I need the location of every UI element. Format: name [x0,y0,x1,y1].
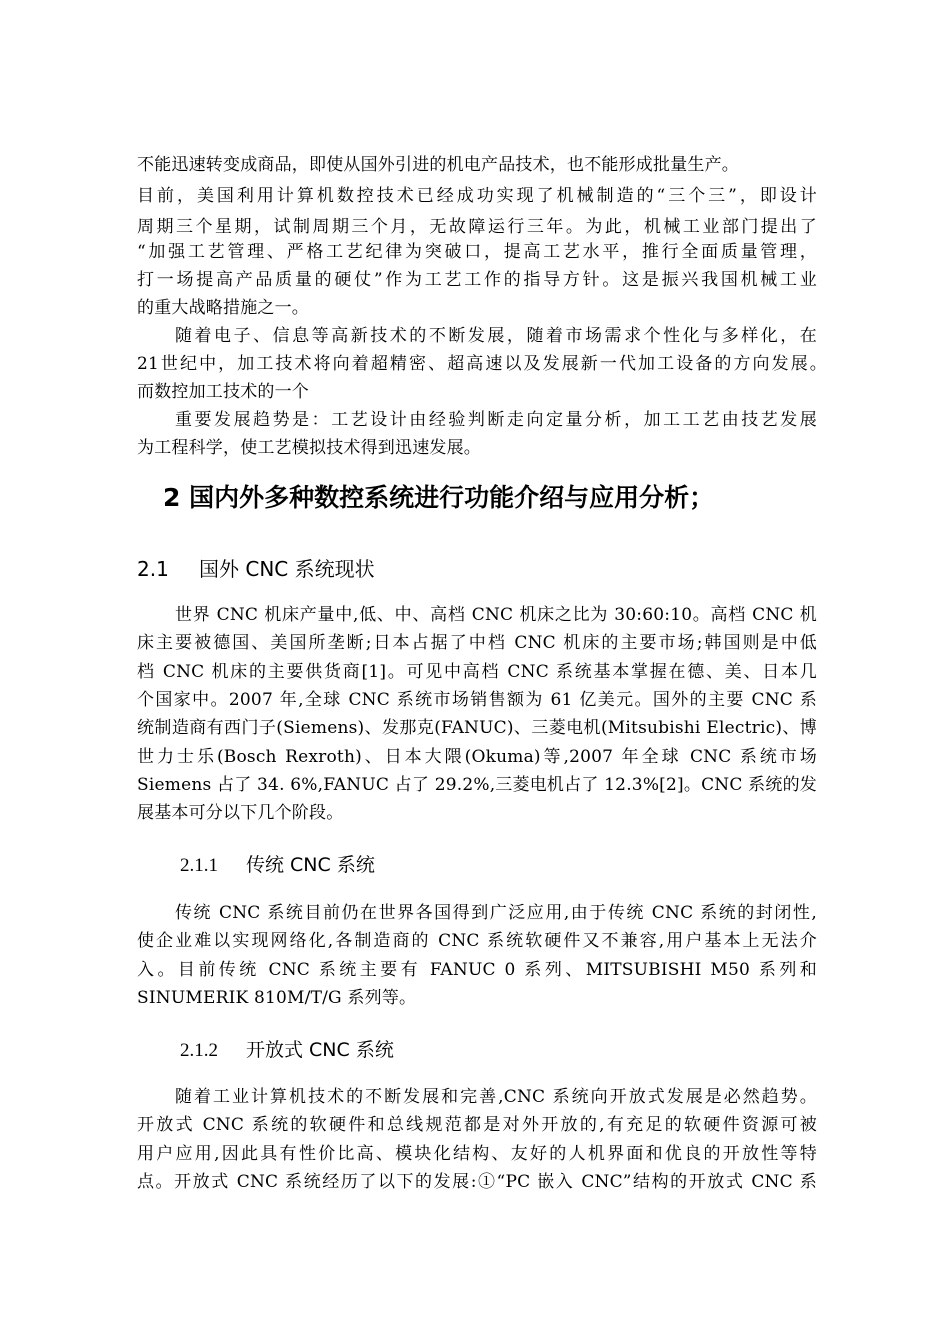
text-line: 入。目前传统 CNC 系统主要有 FANUC 0 系列、MITSUBISHI M50 系列和 [137,960,817,980]
text-line: 传统 CNC 系统目前仍在世界各国得到广泛应用,由于传统 CNC 系统的封闭性, [175,903,817,923]
text-line: 开放式 CNC 系统的软硬件和总线规范都是对外开放的,有充足的软硬件资源可被 [137,1115,817,1135]
section-heading: 2 国内外多种数控系统进行功能介绍与应用分析； [163,483,715,512]
text-line: 不能迅速转变成商品，即使从国外引进的机电产品技术，也不能形成批量生产。 [137,155,739,175]
text-line: 用户应用,因此具有性价比高、模块化结构、友好的人机界面和优良的开放性等特 [137,1144,817,1164]
subsection-heading [137,554,375,584]
text-line: SINUMERIK 810M/T/G 系列等。 [137,988,417,1008]
text-line: 档 CNC 机床的主要供货商[1]。可见中高档 CNC 系统基本掌握在德、美、日本几 [137,662,817,682]
subsubsection-number: 2.1.2 [180,1040,218,1061]
subsubsection-heading [180,1035,394,1066]
subsubsection-number: 2.1.1 [180,855,218,876]
text-line: 统制造商有西门子(Siemens)、发那克(FANUC)、三菱电机(Mitsubishi Electric)、博 [137,718,817,738]
text-line: 随着工业计算机技术的不断发展和完善,CNC 系统向开放式发展是必然趋势。 [175,1087,817,1107]
text-line: 为工程科学，使工艺模拟技术得到迅速发展。 [137,438,481,458]
text-line: 打一场提高产品质量的硬仗”作为工艺工作的指导方针。这是振兴我国机械工业 [137,270,817,290]
text-line: 重要发展趋势是：工艺设计由经验判断走向定量分析，加工工艺由技艺发展 [175,410,817,430]
text-line: 展基本可分以下几个阶段。 [137,803,344,823]
subsection-number: 2.1 [137,557,169,581]
subsubsection-heading [180,850,375,881]
text-line: 周期三个星期，试制周期三个月，无故障运行三年。为此，机械工业部门提出了 [137,217,817,237]
text-line: Siemens 占了 34. 6%,FANUC 占了 29.2%,三菱电机占了 12.3%[2]。CNC 系统的发 [137,775,817,795]
text-line: 随着电子、信息等高新技术的不断发展，随着市场需求个性化与多样化，在 [175,326,817,346]
subsubsection-title: 传统 CNC 系统 [246,854,375,876]
text-line: 使企业难以实现网络化,各制造商的 CNC 系统软硬件又不兼容,用户基本上无法介 [137,931,817,951]
subsection-title: 国外 CNC 系统现状 [199,557,375,581]
text-line: 个国家中。2007 年,全球 CNC 系统市场销售额为 61 亿美元。国外的主要 CNC 系 [137,690,817,710]
text-line: 目前，美国利用计算机数控技术已经成功实现了机械制造的“三个三”，即设计 [137,186,817,206]
subsubsection-title: 开放式 CNC 系统 [246,1039,394,1061]
text-line: 而数控加工技术的一个 [137,382,309,402]
text-line: 点。开放式 CNC 系统经历了以下的发展:①“PC 嵌入 CNC”结构的开放式 CNC 系 [137,1172,817,1192]
text-line: 世力士乐(Bosch Rexroth)、日本大隈(Okuma)等,2007 年全球 CNC 系统市场 [137,747,817,767]
text-line: 世界 CNC 机床产量中,低、中、高档 CNC 机床之比为 30:60:10。高档 CNC 机 [175,605,817,625]
text-line: “加强工艺管理、严格工艺纪律为突破口，提高工艺水平，推行全面质量管理， [137,242,817,262]
text-line: 的重大战略措施之一。 [137,298,309,318]
text-line: 21世纪中，加工技术将向着超精密、超高速以及发展新一代加工设备的方向发展。 [137,354,827,374]
text-line: 床主要被德国、美国所垄断;日本占据了中档 CNC 机床的主要市场;韩国则是中低 [137,633,817,653]
